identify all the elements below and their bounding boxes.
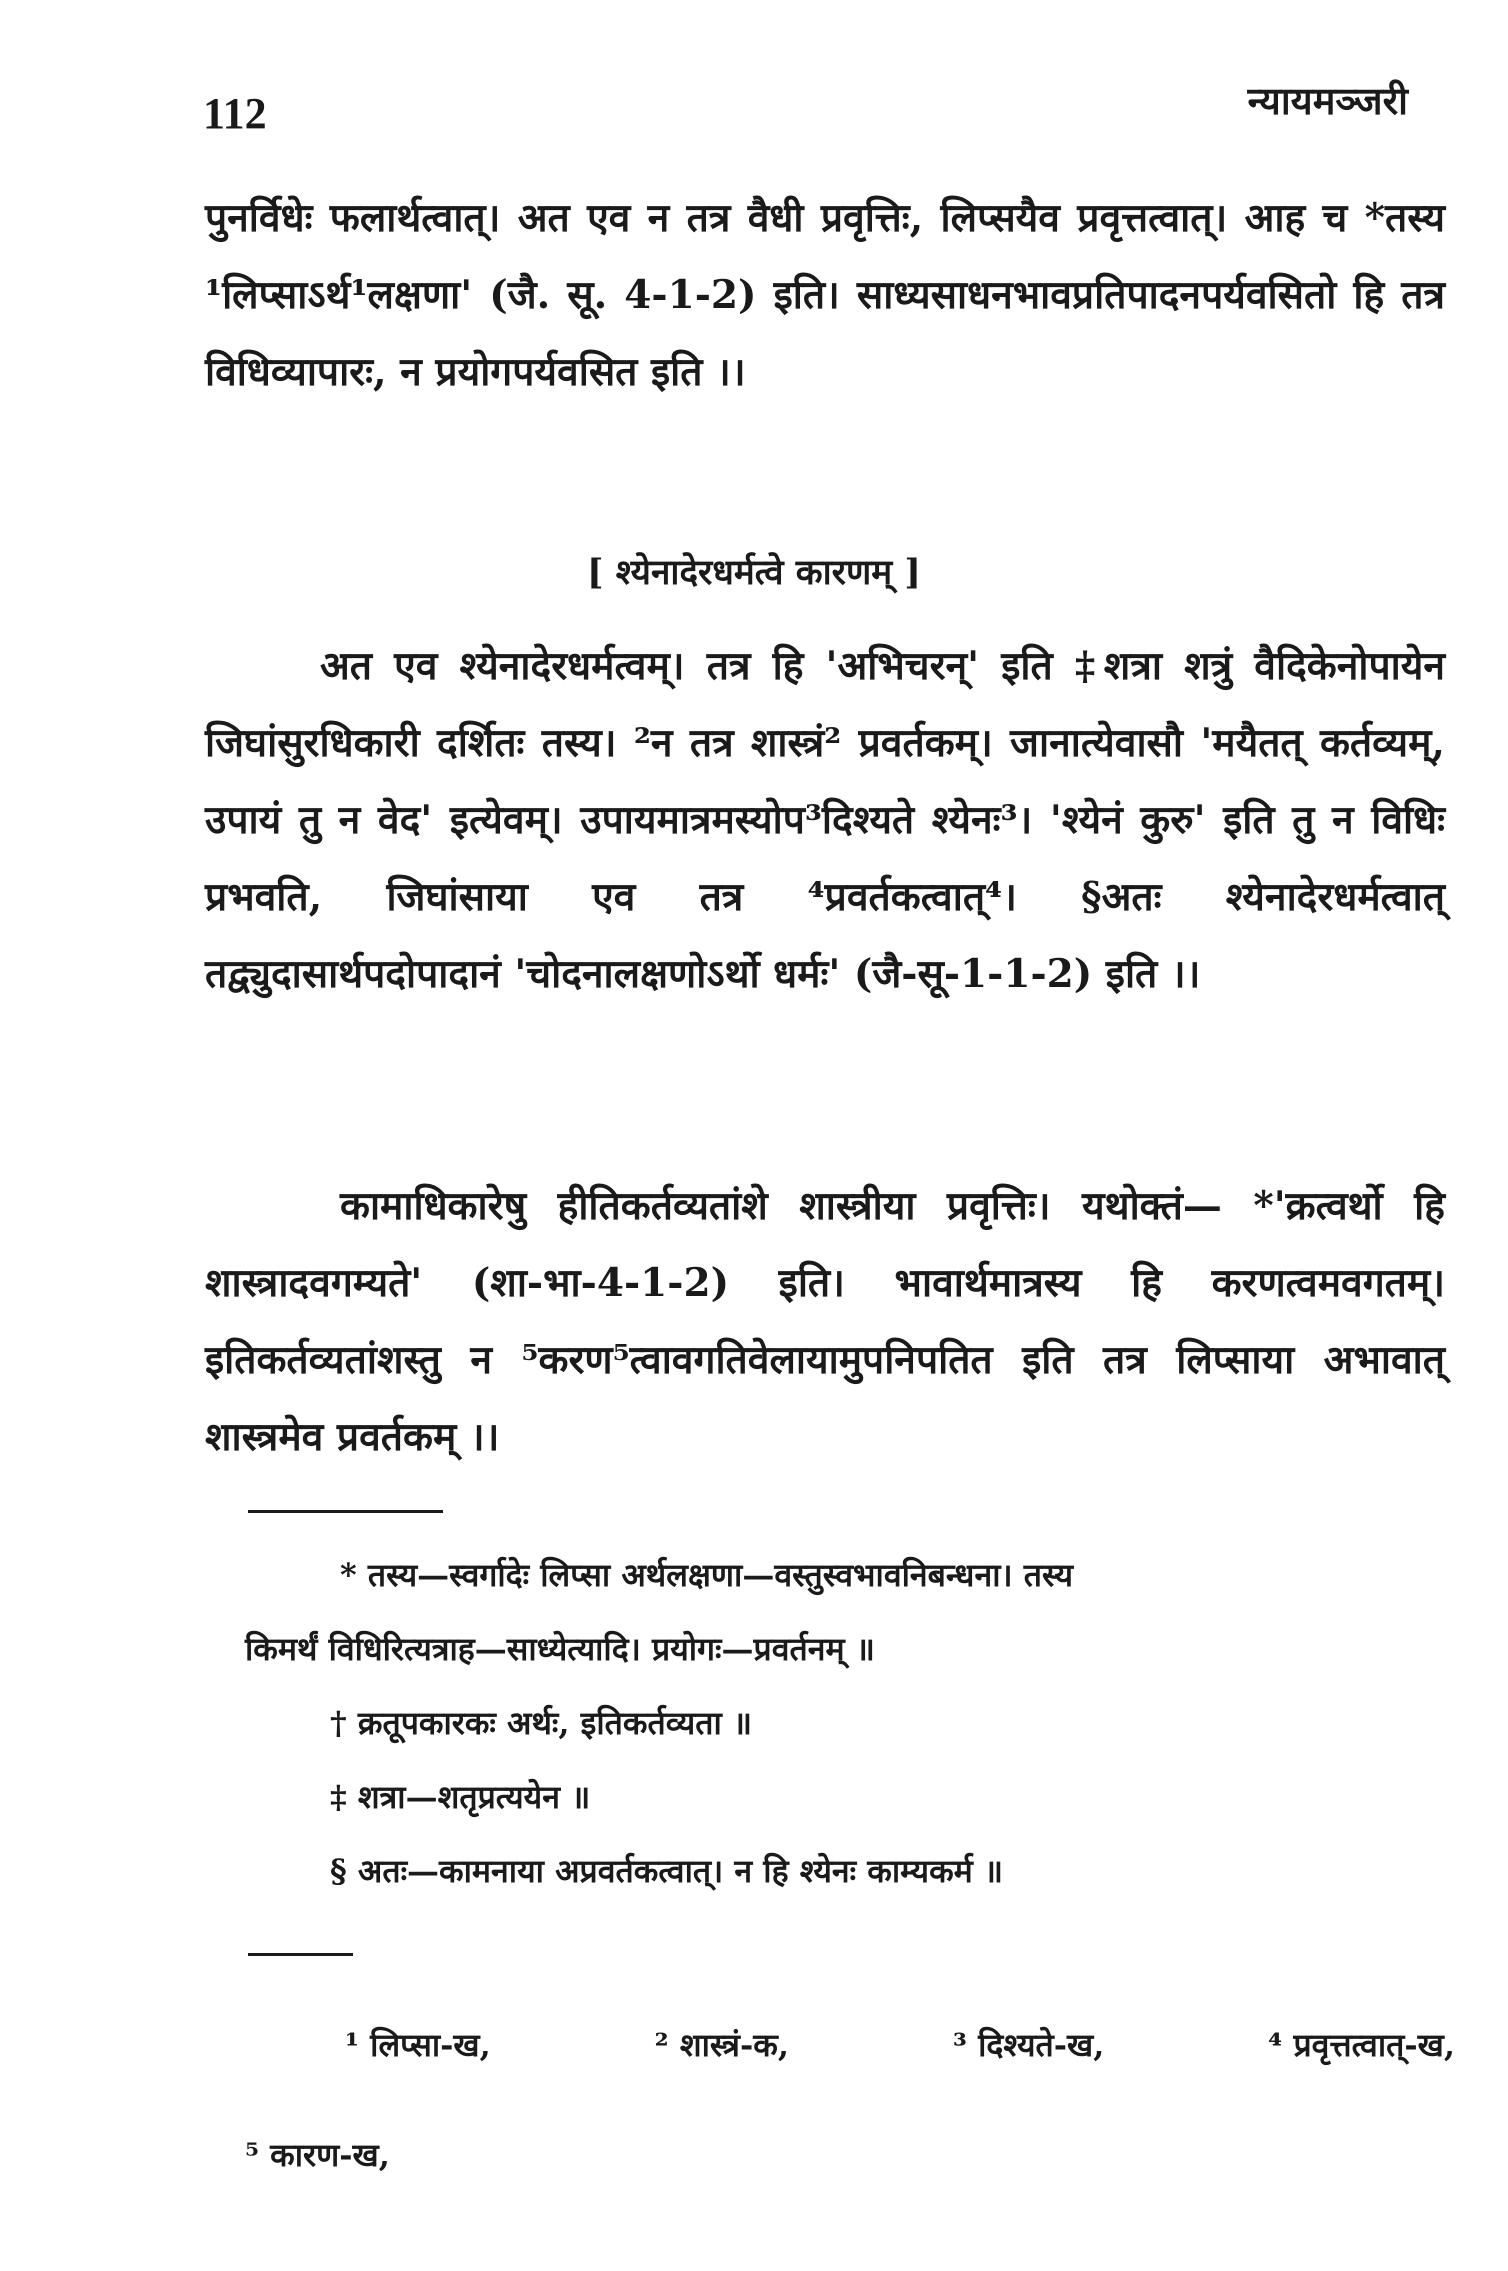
footnote-item: ⁵ कारण-ख, <box>245 2136 390 2174</box>
paragraph-3: कामाधिकारेषु हीतिकर्तव्यतांशे शास्त्रीया प्रवृत्तिः। यथोक्तं— *'क्रत्वर्थो हि शास्त्रादवगम्यते' (शा-भा-4-1-2) इति। भावार्थमात्रस्य हि करणत्वमवगतम्। इतिकर्तव्यतांशस्तु न ⁵करण⁵त्वावगतिवेलायामुपनिपतित इति तत्र लिप्साया अभावात् शास्त्रमेव प्रवर्तकम् ।। <box>205 1183 1445 1460</box>
section-heading: [ श्येनादेरधर्मत्वे कारणम् ] <box>587 552 921 593</box>
footnote-row <box>245 1990 1455 2100</box>
footnote-item: ¹ लिप्सा-ख, <box>345 2026 491 2064</box>
footnote-item: ² शास्त्रं-क, <box>654 2026 789 2064</box>
footnote-row <box>245 2100 1455 2210</box>
paragraph-2: अत एव श्येनादेरधर्मत्वम्। तत्र हि 'अभिचरन्' इति ‡शत्रा शत्रुं वैदिकेनोपायेन जिघांसुरधिकारी दर्शितः तस्य। ²न तत्र शास्त्रं² प्रवर्तकम्। जानात्येवासौ 'मयैतत् कर्तव्यम्, उपायं तु न वेद' इत्येवम्। उपायमात्रमस्योप³दिश्यते श्येनः³। 'श्येनं कुरु' इति तु न विधिः प्रभवति, जिघांसाया एव तत्र ⁴प्रवर्तकत्वात्⁴। §अतः श्येनादेरधर्मत्वात् तद्व्युदासार्थपदोपादानं 'चोदनालक्षणोऽर्थो धर्मः' (जै-सू-1-1-2) इति ।। <box>205 643 1445 997</box>
footnote-item: ³ दिश्यते-ख, <box>952 2026 1105 2064</box>
note-line: ‡ शत्रा—शतृप्रत्ययेन ॥ <box>330 1778 591 1816</box>
page-number: 112 <box>203 89 267 138</box>
notes-divider <box>248 1510 443 1513</box>
variant-footnotes <box>245 1990 1455 2210</box>
footnote-item: ⁴ प्रवृत्तत्वात्-ख, <box>1268 2026 1455 2064</box>
note-line: किमर्थं विधिरित्यत्राह—साध्येत्यादि। प्रयोगः—प्रवर्तनम् ॥ <box>245 1630 875 1668</box>
footnotes-divider <box>248 1953 353 1956</box>
note-line: † क्रतूपकारकः अर्थः, इतिकर्तव्यता ॥ <box>330 1704 753 1742</box>
note-line: * तस्य—स्वर्गादेः लिप्सा अर्थलक्षणा—वस्तुस्वभावनिबन्धना। तस्य <box>340 1556 1074 1594</box>
running-head: न्यायमञ्जरी <box>1247 78 1408 123</box>
paragraph-1: पुनर्विधेः फलार्थत्वात्। अत एव न तत्र वैधी प्रवृत्तिः, लिप्सयैव प्रवृत्तत्वात्। आह च *तस्य ¹लिप्साऽर्थ¹लक्षणा' (जै. सू. 4-1-2) इति। साध्यसाधनभावप्रतिपादनपर्यवसितो हि तत्र विधिव्यापारः, न प्रयोगपर्यवसित इति ।। <box>205 195 1445 395</box>
note-line: § अतः—कामनाया अप्रवर्तकत्वात्। न हि श्येनः काम्यकर्म ॥ <box>330 1852 1004 1890</box>
commentary-notes <box>245 1538 1455 1908</box>
